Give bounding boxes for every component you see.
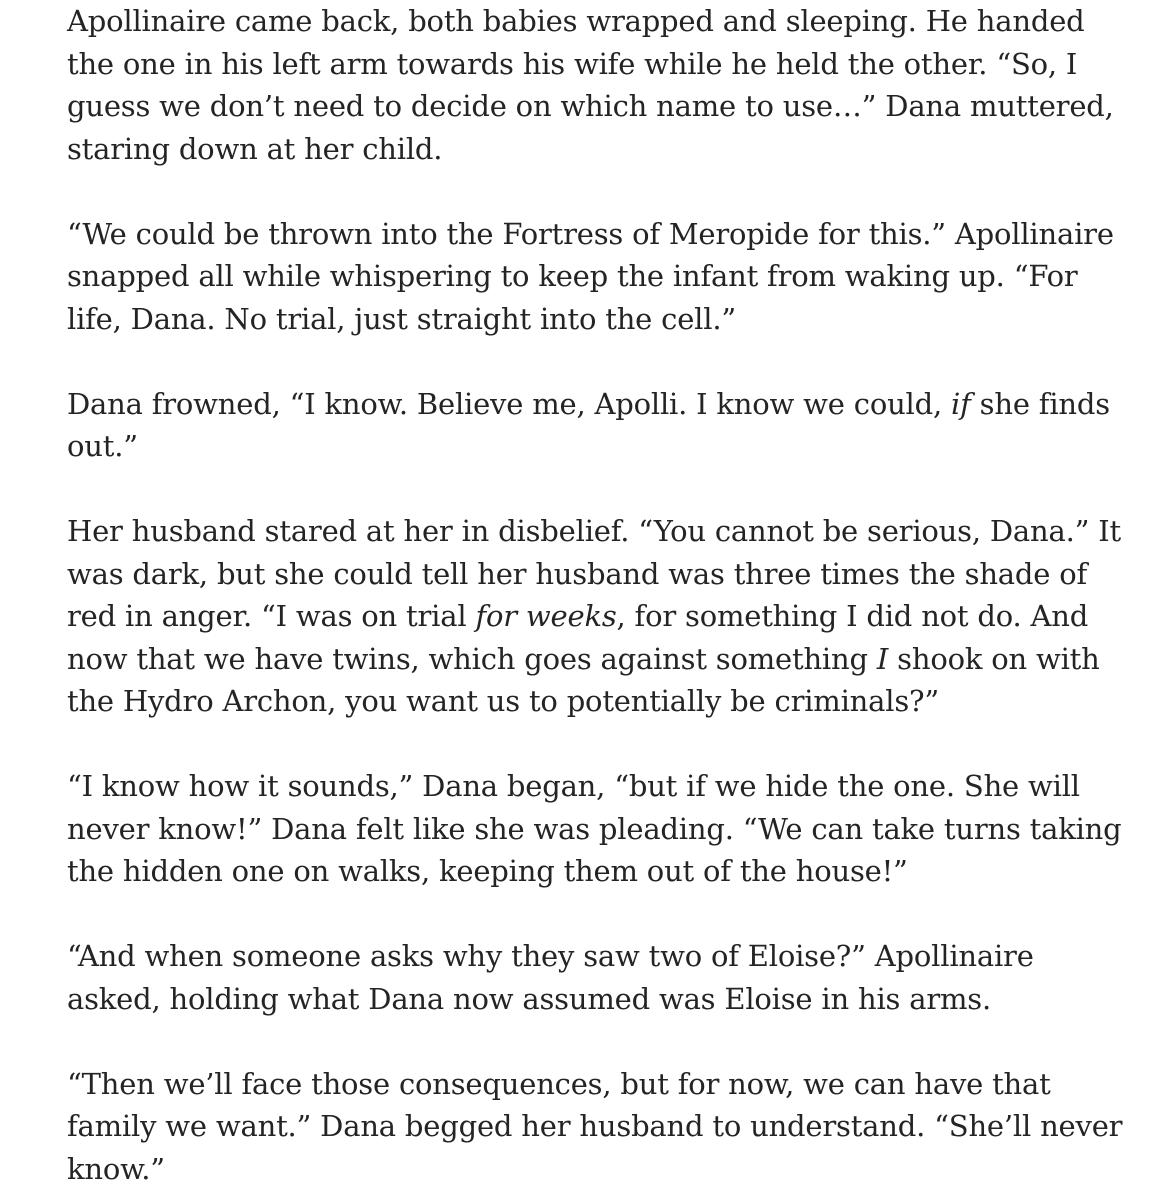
text-line	[67, 298, 1147, 341]
text-run: the one in his left arm towards his wife while he held the other. “So, I	[67, 46, 1078, 81]
text-line	[67, 213, 1147, 256]
paragraph	[67, 213, 1147, 341]
paragraph	[67, 510, 1147, 723]
italic-text: if	[951, 386, 971, 421]
text-line	[67, 850, 1147, 893]
paragraph	[67, 383, 1147, 468]
text-run: Her husband stared at her in disbelief. “You cannot be serious, Dana.” It	[67, 514, 1121, 548]
text-run: red in anger. “I was on trial	[67, 599, 476, 633]
text-line	[67, 255, 1147, 298]
text-line	[67, 43, 1147, 86]
text-line	[67, 383, 1147, 426]
italic-text: I	[876, 641, 889, 676]
text-run: family we want.” Dana begged her husband to understand. “She’ll never	[67, 1109, 1123, 1143]
text-line	[67, 1063, 1147, 1106]
text-run: “We could be thrown into the Fortress of Meropide for this.” Apollinaire	[67, 216, 1114, 251]
text-run: “I know how it sounds,” Dana began, “but if we hide the one. She will	[67, 769, 1080, 803]
text-line	[67, 1148, 1147, 1191]
text-run: asked, holding what Dana now assumed was Eloise in his arms.	[67, 981, 991, 1016]
text-line	[67, 595, 1147, 638]
text-line	[67, 978, 1147, 1021]
paragraph-gap	[67, 723, 1147, 766]
paragraph-gap	[67, 170, 1147, 213]
paragraph	[67, 765, 1147, 893]
paragraph-gap	[67, 1020, 1147, 1063]
paragraph	[67, 0, 1147, 170]
text-line	[67, 0, 1147, 43]
text-line	[67, 638, 1147, 681]
text-run: now that we have twins, which goes against something	[67, 641, 877, 676]
text-run: snapped all while whispering to keep the infant from waking up. “For	[67, 259, 1078, 293]
text-line	[67, 765, 1147, 808]
text-run: staring down at her child.	[67, 131, 443, 166]
text-run: shook on with	[888, 641, 1100, 676]
text-line	[67, 1105, 1147, 1148]
text-run: never know!” Dana felt like she was pleading. “We can take turns taking	[67, 811, 1122, 846]
text-line	[67, 85, 1147, 128]
text-run: , for something I did not do. And	[616, 599, 1089, 633]
text-line	[67, 680, 1147, 723]
text-line	[67, 808, 1147, 851]
text-run: out.”	[67, 429, 138, 463]
text-run: “And when someone asks why they saw two of Eloise?” Apollinaire	[67, 939, 1034, 973]
italic-text: for weeks	[475, 599, 617, 633]
story-text	[67, 0, 1147, 1190]
text-run: Apollinaire came back, both babies wrapped and sleeping. He handed	[67, 4, 1085, 38]
text-run: Dana frowned, “I know. Believe me, Apolli. I know we could,	[67, 386, 952, 421]
paragraph-gap	[67, 893, 1147, 936]
text-run: she finds	[970, 386, 1110, 421]
text-run: was dark, but she could tell her husband was three times the shade of	[67, 556, 1088, 591]
text-run: the hidden one on walks, keeping them out of the house!”	[67, 854, 908, 888]
text-line	[67, 425, 1147, 468]
text-run: know.”	[67, 1151, 165, 1186]
text-run: “Then we’ll face those consequences, but for now, we can have that	[67, 1066, 1051, 1101]
paragraph-gap	[67, 340, 1147, 383]
text-run: guess we don’t need to decide on which name to use…” Dana muttered,	[67, 89, 1114, 123]
text-line	[67, 128, 1147, 171]
paragraph	[67, 935, 1147, 1020]
paragraph-gap	[67, 468, 1147, 511]
text-line	[67, 553, 1147, 596]
text-line	[67, 935, 1147, 978]
text-run: the Hydro Archon, you want us to potentially be criminals?”	[67, 684, 939, 718]
text-run: life, Dana. No trial, just straight into the cell.”	[67, 301, 736, 336]
text-line	[67, 510, 1147, 553]
paragraph	[67, 1063, 1147, 1191]
